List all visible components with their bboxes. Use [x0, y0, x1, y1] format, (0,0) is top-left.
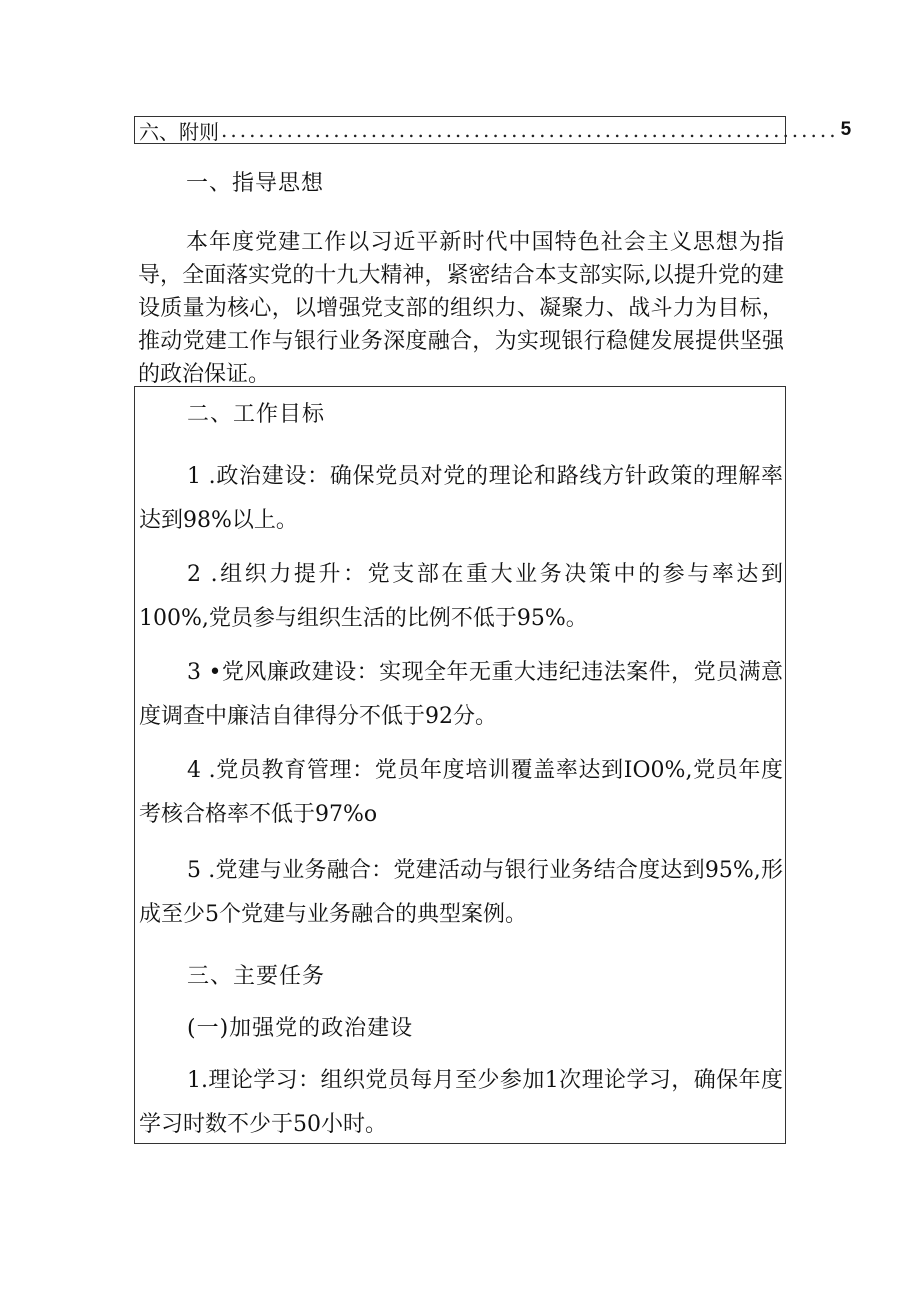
goal-item-organization: 2 .组织力提升：党支部在重大业务决策中的参与率达到100%,党员参与组织生活的比例不低于95%。: [139, 562, 783, 631]
content-box: [134, 386, 786, 1144]
section-heading-guiding-ideology: 一、指导思想: [186, 171, 325, 196]
section-heading-main-tasks: 三、主要任务: [187, 964, 326, 989]
goal-item-integration: 5 .党建与业务融合：党建活动与银行业务结合度达到95%,形成至少5个党建与业务融合的典型案例。: [139, 858, 783, 927]
subsection-heading-political-building: (一)加强党的政治建设: [187, 1016, 414, 1041]
toc-leader-dots: ..................................................................: [221, 118, 839, 142]
toc-label: 六、附则: [139, 119, 219, 144]
goal-item-integrity: 3 •党风廉政建设：实现全年无重大违纪违法案件，党员满意度调查中廉洁自律得分不低于92分。: [139, 660, 783, 729]
guiding-ideology-paragraph: 本年度党建工作以习近平新时代中国特色社会主义思想为指导，全面落实党的十九大精神，紧密结合本支部实际,以提升党的建设质量为核心，以增强党支部的组织力、凝聚力、战斗力为目标，推动党建工作与银行业务深度融合，为实现银行稳健发展提供坚强的政治保证。: [138, 230, 784, 387]
toc-page-number: 5: [840, 119, 852, 140]
goal-item-education: 4 .党员教育管理：党员年度培训覆盖率达到IO0%,党员年度考核合格率不低于97%o: [139, 758, 783, 827]
goal-item-political: 1 .政治建设：确保党员对党的理论和路线方针政策的理解率达到98%以上。: [139, 464, 783, 533]
section-heading-work-goals: 二、工作目标: [187, 402, 326, 427]
task-item-theory-study: 1.理论学习：组织党员每月至少参加1次理论学习，确保年度学习时数不少于50小时。: [139, 1068, 783, 1137]
toc-entry[interactable]: [134, 116, 852, 144]
